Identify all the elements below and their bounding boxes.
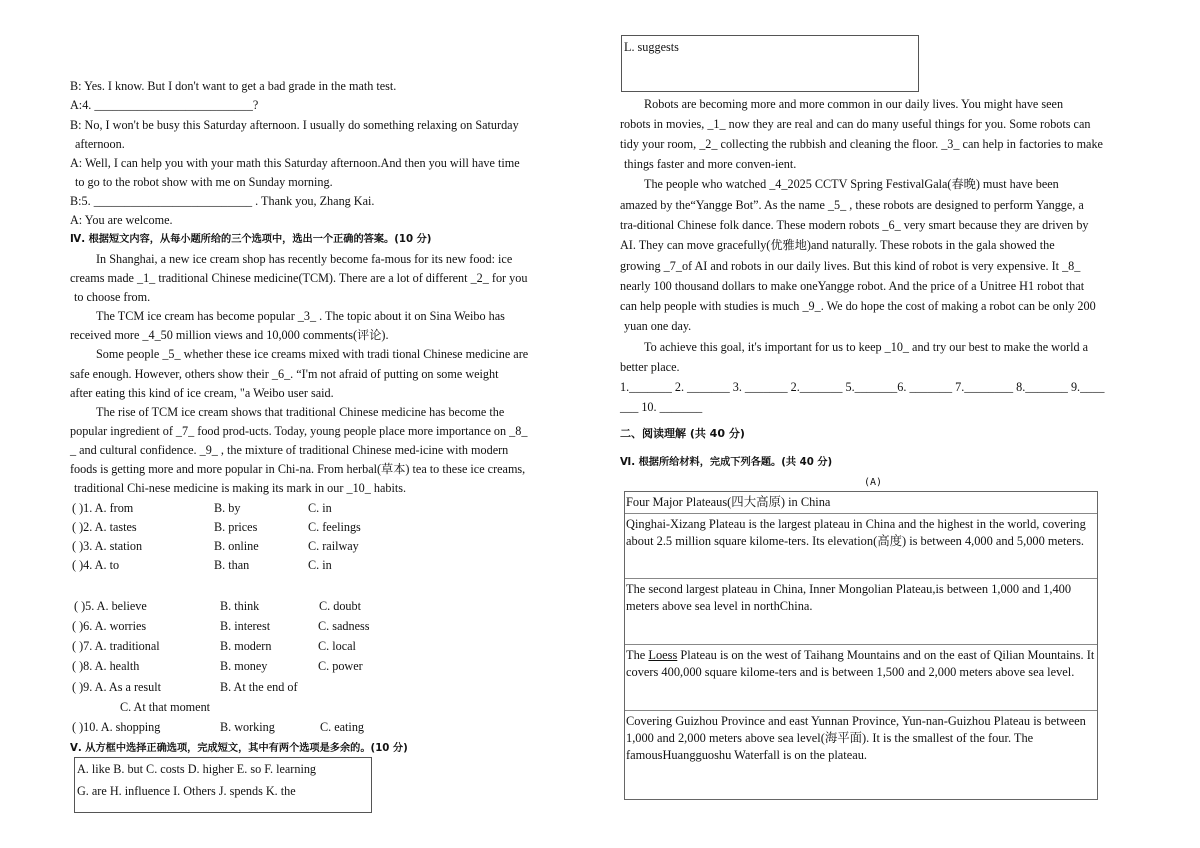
question-4: ( )4. A. to B. than C. in [72, 558, 332, 572]
question-2: ( )2. A. tastes B. prices C. feelings [72, 520, 361, 534]
word-bank-line: G. are H. influence I. Others J. spends K. the [77, 784, 296, 798]
passage-line: The rise of TCM ice cream shows that traditional Chinese medicine has become the [96, 405, 505, 419]
table-row: The second largest plateau in China, Inner Mongolian Plateau,is between 1,000 and 1,400 meters above sea level in northChina. [625, 579, 1097, 645]
passage-line: growing _7_of AI and robots in our daily lives. But this kind of robot is very expensive. It _8_ [620, 259, 1081, 273]
question-6: ( )6. A. worries B. interest C. sadness [72, 619, 370, 633]
passage-line: yuan one day. [624, 319, 692, 333]
passage-line: received more _4_50 million views and 10,000 comments(评论). [70, 328, 389, 342]
dialogue-blank-4: A:4. __________________________? [70, 98, 259, 112]
table-row: Qinghai-Xizang Plateau is the largest plateau in China and the highest in the world, covering about 2.5 million square kilome-ters. Its elevation(高度) is between 4,000 and 5,000 meters. [625, 514, 1097, 579]
loess-word: Loess [648, 648, 678, 662]
question-7: ( )7. A. traditional B. modern C. local [72, 639, 356, 653]
question-5: ( )5. A. believe B. think C. doubt [74, 599, 361, 613]
passage-line: _ and cultural confidence. _9_ , the mixture of traditional Chinese med-icine with modern [70, 443, 509, 457]
passage-line: can help people with studies is much _9_. We do hope the cost of making a robot can be only 200 [620, 299, 1096, 313]
passage-line: The TCM ice cream has become popular _3_ . The topic about it on Sina Weibo has [96, 309, 505, 323]
passage-line: Some people _5_ whether these ice creams mixed with tradi tional Chinese medicine are [96, 347, 529, 361]
passage-line: robots in movies, _1_ now they are real and can do many useful things for you. Some robots can [620, 117, 1091, 131]
passage-line: after eating this kind of ice cream, "a Weibo user said. [70, 386, 334, 400]
table-row: The Loess Plateau is on the west of Taihang Mountains and on the east of Qilian Mountains. It covers 400,000 square kilome-ters and is between 1,500 and 2,000 meters above sea level. [625, 645, 1097, 711]
dialogue-line: B: Yes. I know. But I don't want to get a bad grade in the math test. [70, 79, 397, 93]
dialogue-line: B: No, I won't be busy this Saturday afternoon. I usually do something relaxing on Saturday [70, 118, 519, 132]
passage-line: To achieve this goal, it's important for us to keep _10_ and try our best to make the world a [644, 340, 1089, 354]
question-3: ( )3. A. station B. online C. railway [72, 539, 359, 553]
passage-line: safe enough. However, others show their _6_. “I'm not afraid of putting on some weight [70, 367, 499, 381]
passage-line: nearly 100 thousand dollars to make oneYangge robot. And the price of a Unitree H1 robot that [620, 279, 1085, 293]
passage-line: foods is getting more and more popular in Chi-na. From herbal(草本) tea to these ice creams, [70, 462, 526, 476]
question-9-option-c: C. At that moment [120, 700, 211, 714]
passage-line: better place. [620, 360, 680, 374]
dialogue-line: afternoon. [75, 137, 125, 151]
word-bank-line: L. suggests [624, 40, 679, 54]
passage-line: tra-ditional Chinese folk dance. These modern robots _6_ very smart because they are driven by [620, 218, 1089, 232]
answer-blanks: 1._______ 2. _______ 3. _______ 2._______ 5._______6. _______ 7.________ 8._______ 9.____ [620, 380, 1105, 394]
dialogue-line: A: Well, I can help you with your math this Saturday afternoon.And then you will have time [70, 156, 520, 170]
word-bank-box [74, 757, 372, 813]
question-1: ( )1. A. from B. by C. in [72, 501, 332, 515]
section-6-heading: Ⅵ. 根据所给材料，完成下列各题。(共 40 分) [620, 457, 833, 468]
passage-line: traditional Chi-nese medicine is making its mark in our _10_ habits. [74, 481, 407, 495]
word-bank-box-continued [621, 35, 919, 92]
question-10: ( )10. A. shopping B. working C. eating [72, 720, 365, 734]
question-9: ( )9. A. As a result B. At the end of [72, 680, 298, 694]
passage-line: to choose from. [74, 290, 151, 304]
plateaus-table [624, 491, 1098, 800]
answer-blanks: ___ 10. _______ [620, 400, 703, 414]
word-bank-line: A. like B. but C. costs D. higher E. so F. learning [77, 762, 317, 776]
passage-line: tidy your room, _2_ collecting the rubbish and cleaning the floor. _3_ can help in factories to make [620, 137, 1103, 151]
passage-line: In Shanghai, a new ice cream shop has recently become fa-mous for its new food: ice [96, 252, 513, 266]
table-row: Covering Guizhou Province and east Yunnan Province, Yun-nan-Guizhou Plateau is between 1,000 and 2,000 meters above sea level(海平面). It is the smallest of the four. The famousHuangguoshu Waterfall is on the plateau. [626, 714, 1086, 762]
question-8: ( )8. A. health B. money C. power [72, 659, 363, 673]
section-5-heading: Ⅴ. 从方框中选择正确选项，完成短文，其中有两个选项是多余的。(10 分) [70, 743, 408, 754]
dialogue-blank-5: B:5. __________________________ . Thank you, Zhang Kai. [70, 194, 375, 208]
passage-line: AI. They can move gracefully(优雅地)and naturally. These robots in the gala showed the [620, 238, 1055, 252]
dialogue-line: A: You are welcome. [70, 213, 173, 227]
section-4-heading: Ⅳ. 根据短文内容，从每小题所给的三个选项中，选出一个正确的答案。(10 分) [70, 234, 432, 245]
table-title-row: Four Major Plateaus(四大高原) in China [625, 492, 1097, 514]
passage-line: amazed by the“Yangge Bot”. As the name _5_ , these robots are designed to perform Yangge, a [620, 198, 1084, 212]
passage-line: popular ingredient of _7_ food prod-ucts. Today, young people place more importance on _8_ [70, 424, 528, 438]
passage-line: The people who watched _4_2025 CCTV Spring FestivalGala(春晚) must have been [644, 177, 1059, 191]
dialogue-line: to go to the robot show with me on Sunday morning. [75, 175, 333, 189]
passage-line: Robots are becoming more and more common in our daily lives. You might have seen [644, 97, 1064, 111]
passage-line: creams made _1_ traditional Chinese medicine(TCM). There are a lot of different _2_ for you [70, 271, 528, 285]
passage-a-label: (A) [864, 477, 883, 488]
part-2-heading: 二、阅读理解 (共 40 分) [620, 427, 745, 440]
passage-line: things faster and more conven-ient. [624, 157, 797, 171]
